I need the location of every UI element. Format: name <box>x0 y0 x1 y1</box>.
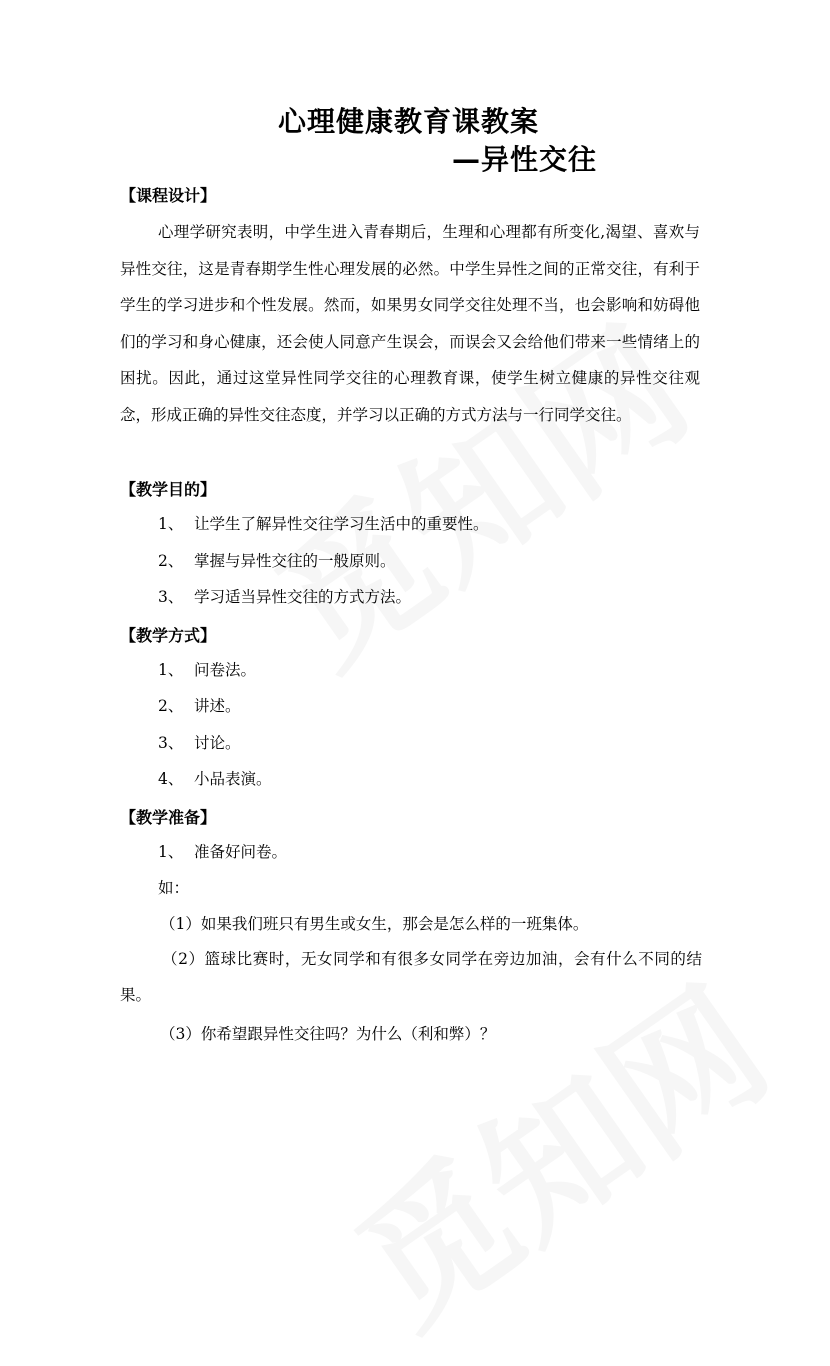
goal-item <box>158 549 396 571</box>
goal-item-text: 让学生了解异性交往学习生活中的重要性。 <box>194 515 489 533</box>
method-item <box>158 767 272 789</box>
goal-item-text: 学习适当异性交往的方式方法。 <box>194 588 412 606</box>
question-2: （2）篮球比赛时，无女同学和有很多女同学在旁边加油，会有什么不同的结果。 <box>120 950 702 1004</box>
course-design-paragraph: 心理学研究表明，中学生进入青春期后，生理和心理都有所变化,渴望、喜欢与异性交往，这是青春期学生性心理发展的必然。中学生异性之间的正常交往，有利于学生的学习进步和个性发展。然而，如果男女同学交往处理不当，也会影响和妨碍他们的学习和身心健康，还会使人同意产生误会，而误会又会给他们带来一些情绪上的困扰。因此，通过这堂异性同学交往的心理教育课，使学生树立健康的异性交往观念，形成正确的异性交往态度，并学习以正确的方式方法与一行同学交往。 <box>120 223 700 424</box>
heading-teaching-methods: 【教学方式】 <box>120 626 217 645</box>
example-label: 如： <box>158 879 190 897</box>
question-1: （1）如果我们班只有男生或女生，那会是怎么样的一班集体。 <box>160 915 589 933</box>
goal-item-number: 1、 <box>158 515 184 533</box>
goal-item-number: 2、 <box>158 552 184 570</box>
method-item-text: 讲述。 <box>194 697 241 715</box>
method-item-text: 问卷法。 <box>194 661 257 679</box>
goal-item <box>158 512 489 534</box>
goal-item-number: 3、 <box>158 588 184 606</box>
prep-item <box>158 840 287 862</box>
method-item <box>158 694 241 716</box>
method-item-number: 1、 <box>158 661 184 679</box>
heading-teaching-prep: 【教学准备】 <box>120 808 217 827</box>
method-item-text: 小品表演。 <box>194 770 272 788</box>
method-item <box>158 731 241 753</box>
question-3: （3）你希望跟异性交往吗？为什么（利和弊）？ <box>160 1025 496 1043</box>
prep-item-text: 准备好问卷。 <box>194 843 288 861</box>
document-subtitle: —异性交往 <box>452 143 598 176</box>
goal-item <box>158 585 411 607</box>
goal-item-text: 掌握与异性交往的一般原则。 <box>194 552 396 570</box>
method-item-number: 2、 <box>158 697 184 715</box>
method-item-text: 讨论。 <box>194 734 241 752</box>
document-title: 心理健康教育课教案 <box>278 105 540 138</box>
method-item-number: 3、 <box>158 734 184 752</box>
heading-teaching-goals: 【教学目的】 <box>120 480 217 499</box>
heading-course-design: 【课程设计】 <box>120 186 217 205</box>
method-item-number: 4、 <box>158 770 184 788</box>
prep-item-number: 1、 <box>158 843 184 861</box>
method-item <box>158 658 256 680</box>
